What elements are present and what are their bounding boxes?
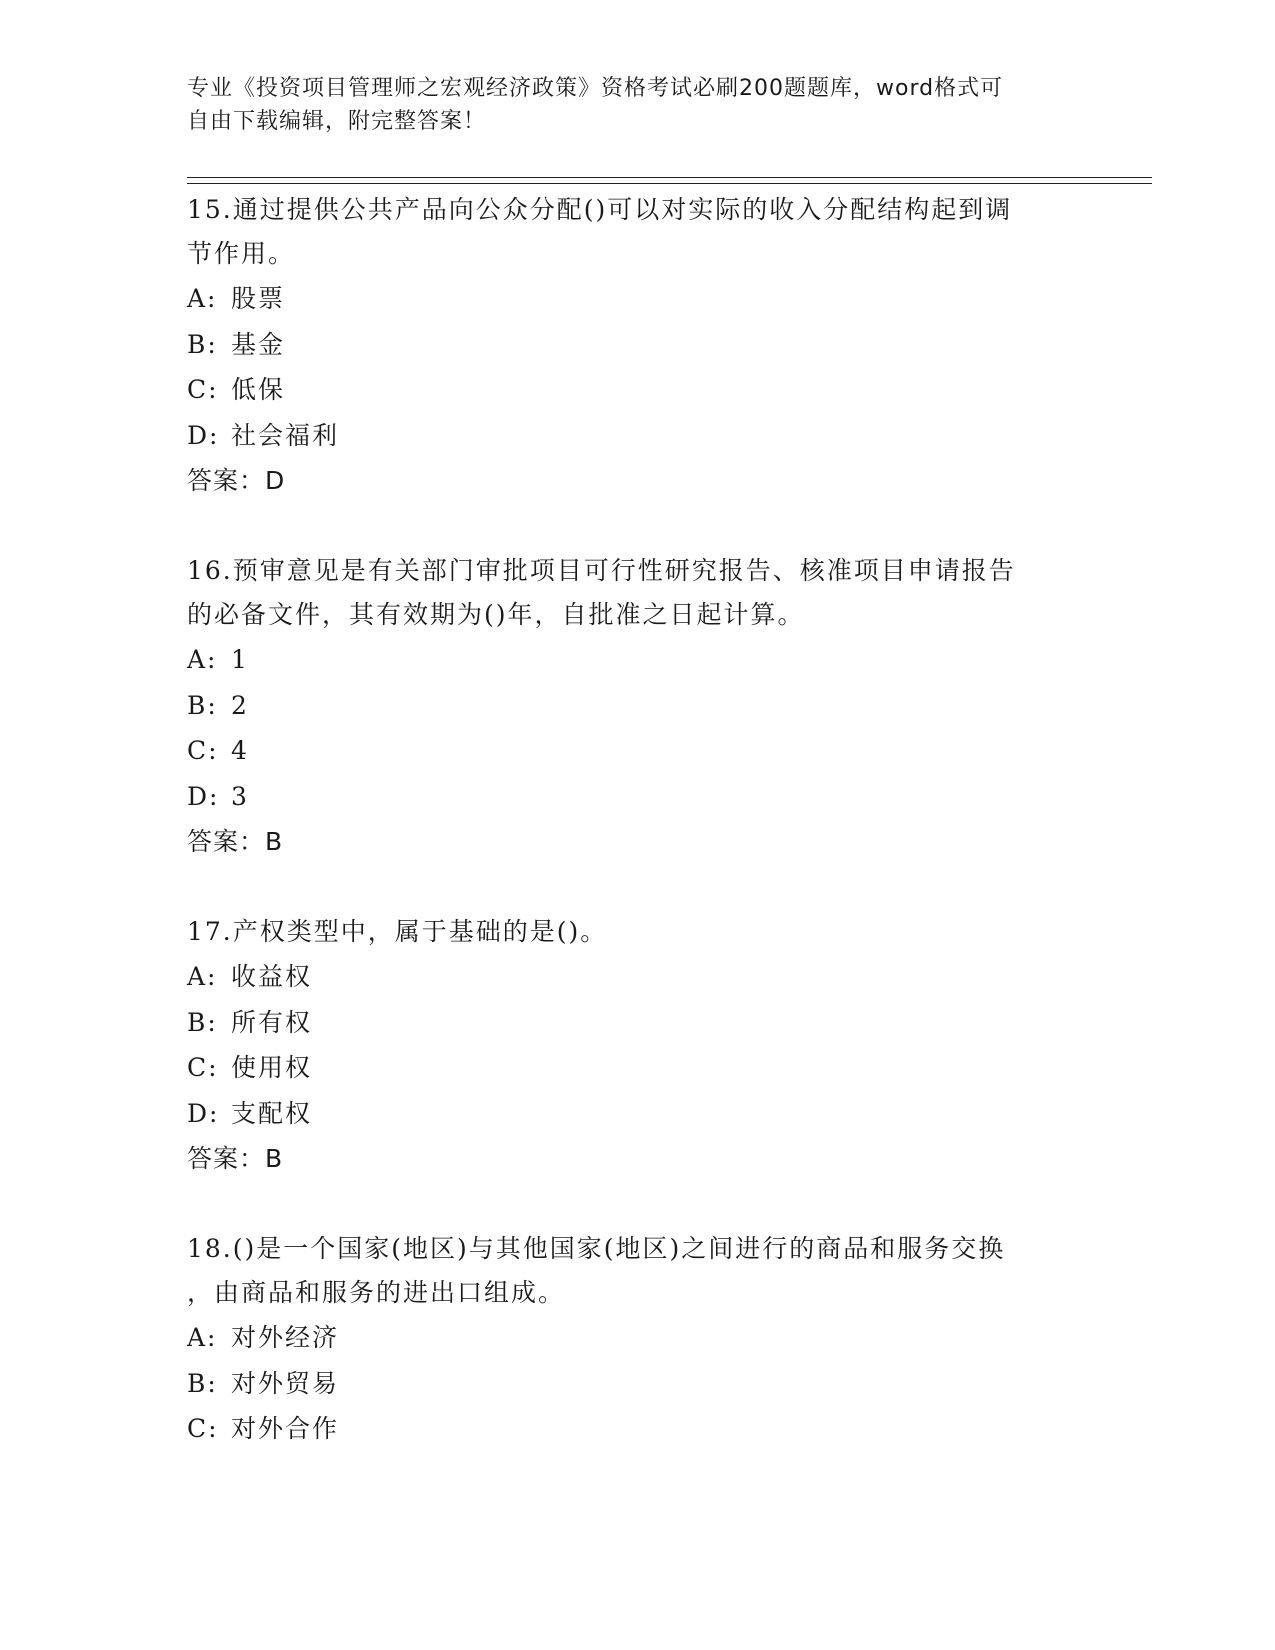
option-letter: A: <box>187 1323 218 1352</box>
option-text: 股票 <box>231 284 286 313</box>
option-letter: D: <box>187 781 220 811</box>
option-letter: C: <box>187 1414 219 1443</box>
option-text: 基金 <box>231 329 286 359</box>
option-letter: A: <box>187 962 218 991</box>
question-text <box>187 188 1067 276</box>
option-text: 社会福利 <box>231 420 340 450</box>
option-text: 对外贸易 <box>231 1368 340 1398</box>
option-letter: C: <box>187 1053 219 1082</box>
question-line: 16.预审意见是有关部门审批项目可行性研究报告、核准项目申请报告 <box>187 556 1016 585</box>
option-letter: C: <box>187 736 219 765</box>
question-line: 15.通过提供公共产品向公众分配()可以对实际的收入分配结构起到调 <box>187 195 1013 224</box>
question-text <box>187 910 1067 954</box>
header-divider-bottom <box>187 183 1152 184</box>
question-line: 17.产权类型中，属于基础的是()。 <box>187 917 608 946</box>
question-18 <box>187 1227 1067 1452</box>
option-letter: B: <box>187 690 218 720</box>
option-d <box>187 774 1067 820</box>
option-b <box>187 1000 1067 1046</box>
header-line-1: 专业《投资项目管理师之宏观经济政策》资格考试必刷200题题库，word格式可 <box>187 76 1004 101</box>
option-b <box>187 322 1067 368</box>
option-letter: A: <box>187 645 218 674</box>
question-15 <box>187 188 1067 503</box>
option-letter: D: <box>187 1098 220 1128</box>
option-letter: B: <box>187 1007 218 1037</box>
header-divider-top <box>187 177 1152 178</box>
option-b <box>187 1361 1067 1407</box>
question-line: 18.()是一个国家(地区)与其他国家(地区)之间进行的商品和服务交换 <box>187 1234 1006 1263</box>
option-text: 对外经济 <box>231 1323 340 1352</box>
option-d <box>187 1091 1067 1137</box>
option-text: 支配权 <box>231 1098 313 1128</box>
option-text: 4 <box>231 736 249 765</box>
document-header <box>187 72 1067 138</box>
question-17 <box>187 910 1067 1181</box>
option-text: 1 <box>231 645 249 674</box>
question-text <box>187 1227 1067 1315</box>
question-line: 的必备文件，其有效期为()年，自批准之日起计算。 <box>187 600 805 629</box>
question-list <box>187 188 1067 1498</box>
option-letter: D: <box>187 420 220 450</box>
option-text: 2 <box>231 690 249 720</box>
option-a <box>187 276 1067 322</box>
option-text: 收益权 <box>231 962 313 991</box>
option-c <box>187 367 1067 413</box>
question-line: 节作用。 <box>187 239 296 268</box>
option-text: 使用权 <box>231 1053 313 1082</box>
answer: 答案：B <box>187 827 284 856</box>
option-a <box>187 1315 1067 1361</box>
option-c <box>187 728 1067 774</box>
option-letter: B: <box>187 329 218 359</box>
option-letter: A: <box>187 284 218 313</box>
option-text: 所有权 <box>231 1007 313 1037</box>
option-text: 低保 <box>231 375 286 404</box>
option-a <box>187 637 1067 683</box>
option-letter: B: <box>187 1368 218 1398</box>
option-c <box>187 1406 1067 1452</box>
answer: 答案：B <box>187 1144 284 1173</box>
question-16 <box>187 549 1067 864</box>
answer: 答案：D <box>187 466 286 495</box>
option-d <box>187 413 1067 459</box>
option-a <box>187 954 1067 1000</box>
option-c <box>187 1045 1067 1091</box>
header-line-2: 自由下载编辑，附完整答案！ <box>187 109 487 134</box>
option-letter: C: <box>187 375 219 404</box>
question-line: ，由商品和服务的进出口组成。 <box>187 1278 566 1307</box>
option-text: 对外合作 <box>231 1414 340 1443</box>
option-text: 3 <box>231 781 249 811</box>
option-b <box>187 683 1067 729</box>
question-text <box>187 549 1067 637</box>
